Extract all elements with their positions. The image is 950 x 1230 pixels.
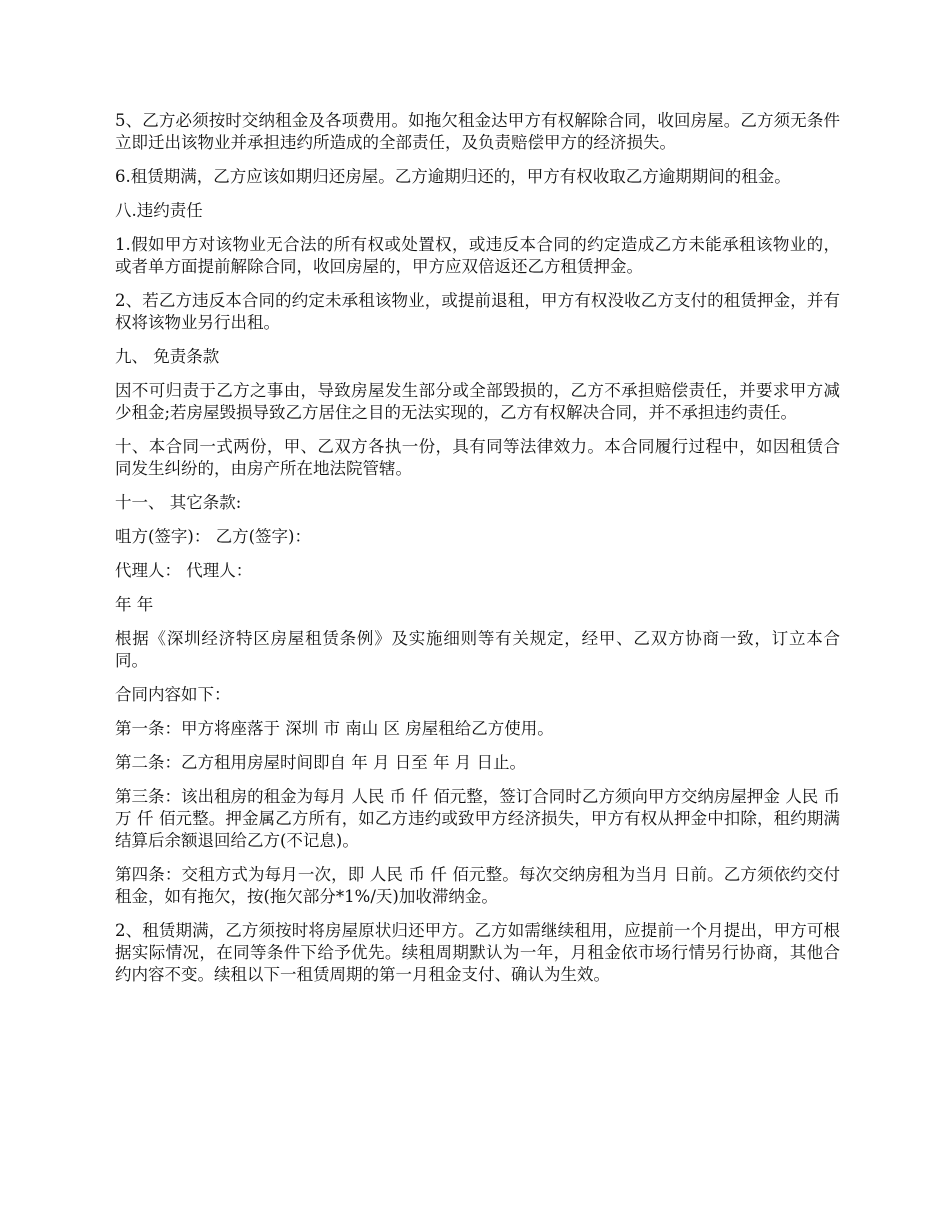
- paragraph-clause-10: 十、本合同一式两份，甲、乙双方各执一份，具有同等法律效力。本合同履行过程中，如因租赁合同发生纠纷的，由房产所在地法院管辖。: [115, 437, 840, 478]
- paragraph-article-3: 第三条：该出租房的租金为每月 人民 币 仟 佰元整，签订合同时乙方须向甲方交纳房屋押金 人民 币 万 仟 佰元整。押金属乙方所有，如乙方违约或致甲方经济损失，甲方有权从押金中扣除，租约期满结算后余额退回给乙方(不记息)。: [115, 787, 840, 850]
- document-body: [115, 110, 840, 998]
- heading-exemption: 九、 免责条款: [115, 347, 220, 366]
- paragraph-lease-renewal: 2、租赁期满，乙方须按时将房屋原状归还甲方。乙方如需继续租用，应提前一个月提出，甲方可根据实际情况，在同等条件下给予优先。续租周期默认为一年，月租金依市场行情另行协商，其他合约内容不变。续租以下一租赁周期的第一月租金支付、确认为生效。: [115, 921, 840, 984]
- paragraph-preamble: 根据《深圳经济特区房屋租赁条例》及实施细则等有关规定，经甲、乙双方协商一致，订立本合同。: [115, 629, 840, 670]
- paragraph-breach-1: 1.假如甲方对该物业无合法的所有权或处置权，或违反本合同的约定造成乙方未能承租该物业的，或者单方面提前解除合同，收回房屋的，甲方应双倍返还乙方租赁押金。: [115, 235, 840, 276]
- paragraph-article-1: 第一条：甲方将座落于 深圳 市 南山 区 房屋租给乙方使用。: [115, 719, 554, 738]
- agent-line: 代理人： 代理人：: [115, 561, 253, 580]
- signature-line: 咀方(签字)： 乙方(签字)：: [115, 527, 311, 546]
- paragraph-article-2: 第二条：乙方租用房屋时间即自 年 月 日至 年 月 日止。: [115, 753, 526, 772]
- paragraph-breach-2: 2、若乙方违反本合同的约定未承租该物业，或提前退租，甲方有权没收乙方支付的租赁押金，并有权将该物业另行出租。: [115, 291, 840, 332]
- heading-breach-liability: 八.违约责任: [115, 201, 203, 220]
- paragraph-clause-6: 6.租赁期满，乙方应该如期归还房屋。乙方逾期归还的，甲方有权收取乙方逾期期间的租金。: [115, 167, 791, 186]
- paragraph-clause-5: 5、乙方必须按时交纳租金及各项费用。如拖欠租金达甲方有权解除合同，收回房屋。乙方须无条件立即迁出该物业并承担违约所造成的全部责任，及负责赔偿甲方的经济损失。: [115, 111, 840, 152]
- heading-other-terms: 十一、 其它条款:: [115, 493, 242, 512]
- paragraph-contract-intro: 合同内容如下：: [115, 685, 231, 704]
- date-line: 年 年: [115, 595, 154, 614]
- paragraph-exemption: 因不可归责于乙方之事由，导致房屋发生部分或全部毁损的，乙方不承担赔偿责任，并要求甲方减少租金;若房屋毁损导致乙方居住之目的无法实现的，乙方有权解决合同，并不承担违约责任。: [115, 381, 840, 422]
- paragraph-article-4: 第四条：交租方式为每月一次，即 人民 币 仟 佰元整。每次交纳房租为当月 日前。乙方须依约交付租金，如有拖欠，按(拖欠部分*1%/天)加收滞纳金。: [115, 865, 840, 906]
